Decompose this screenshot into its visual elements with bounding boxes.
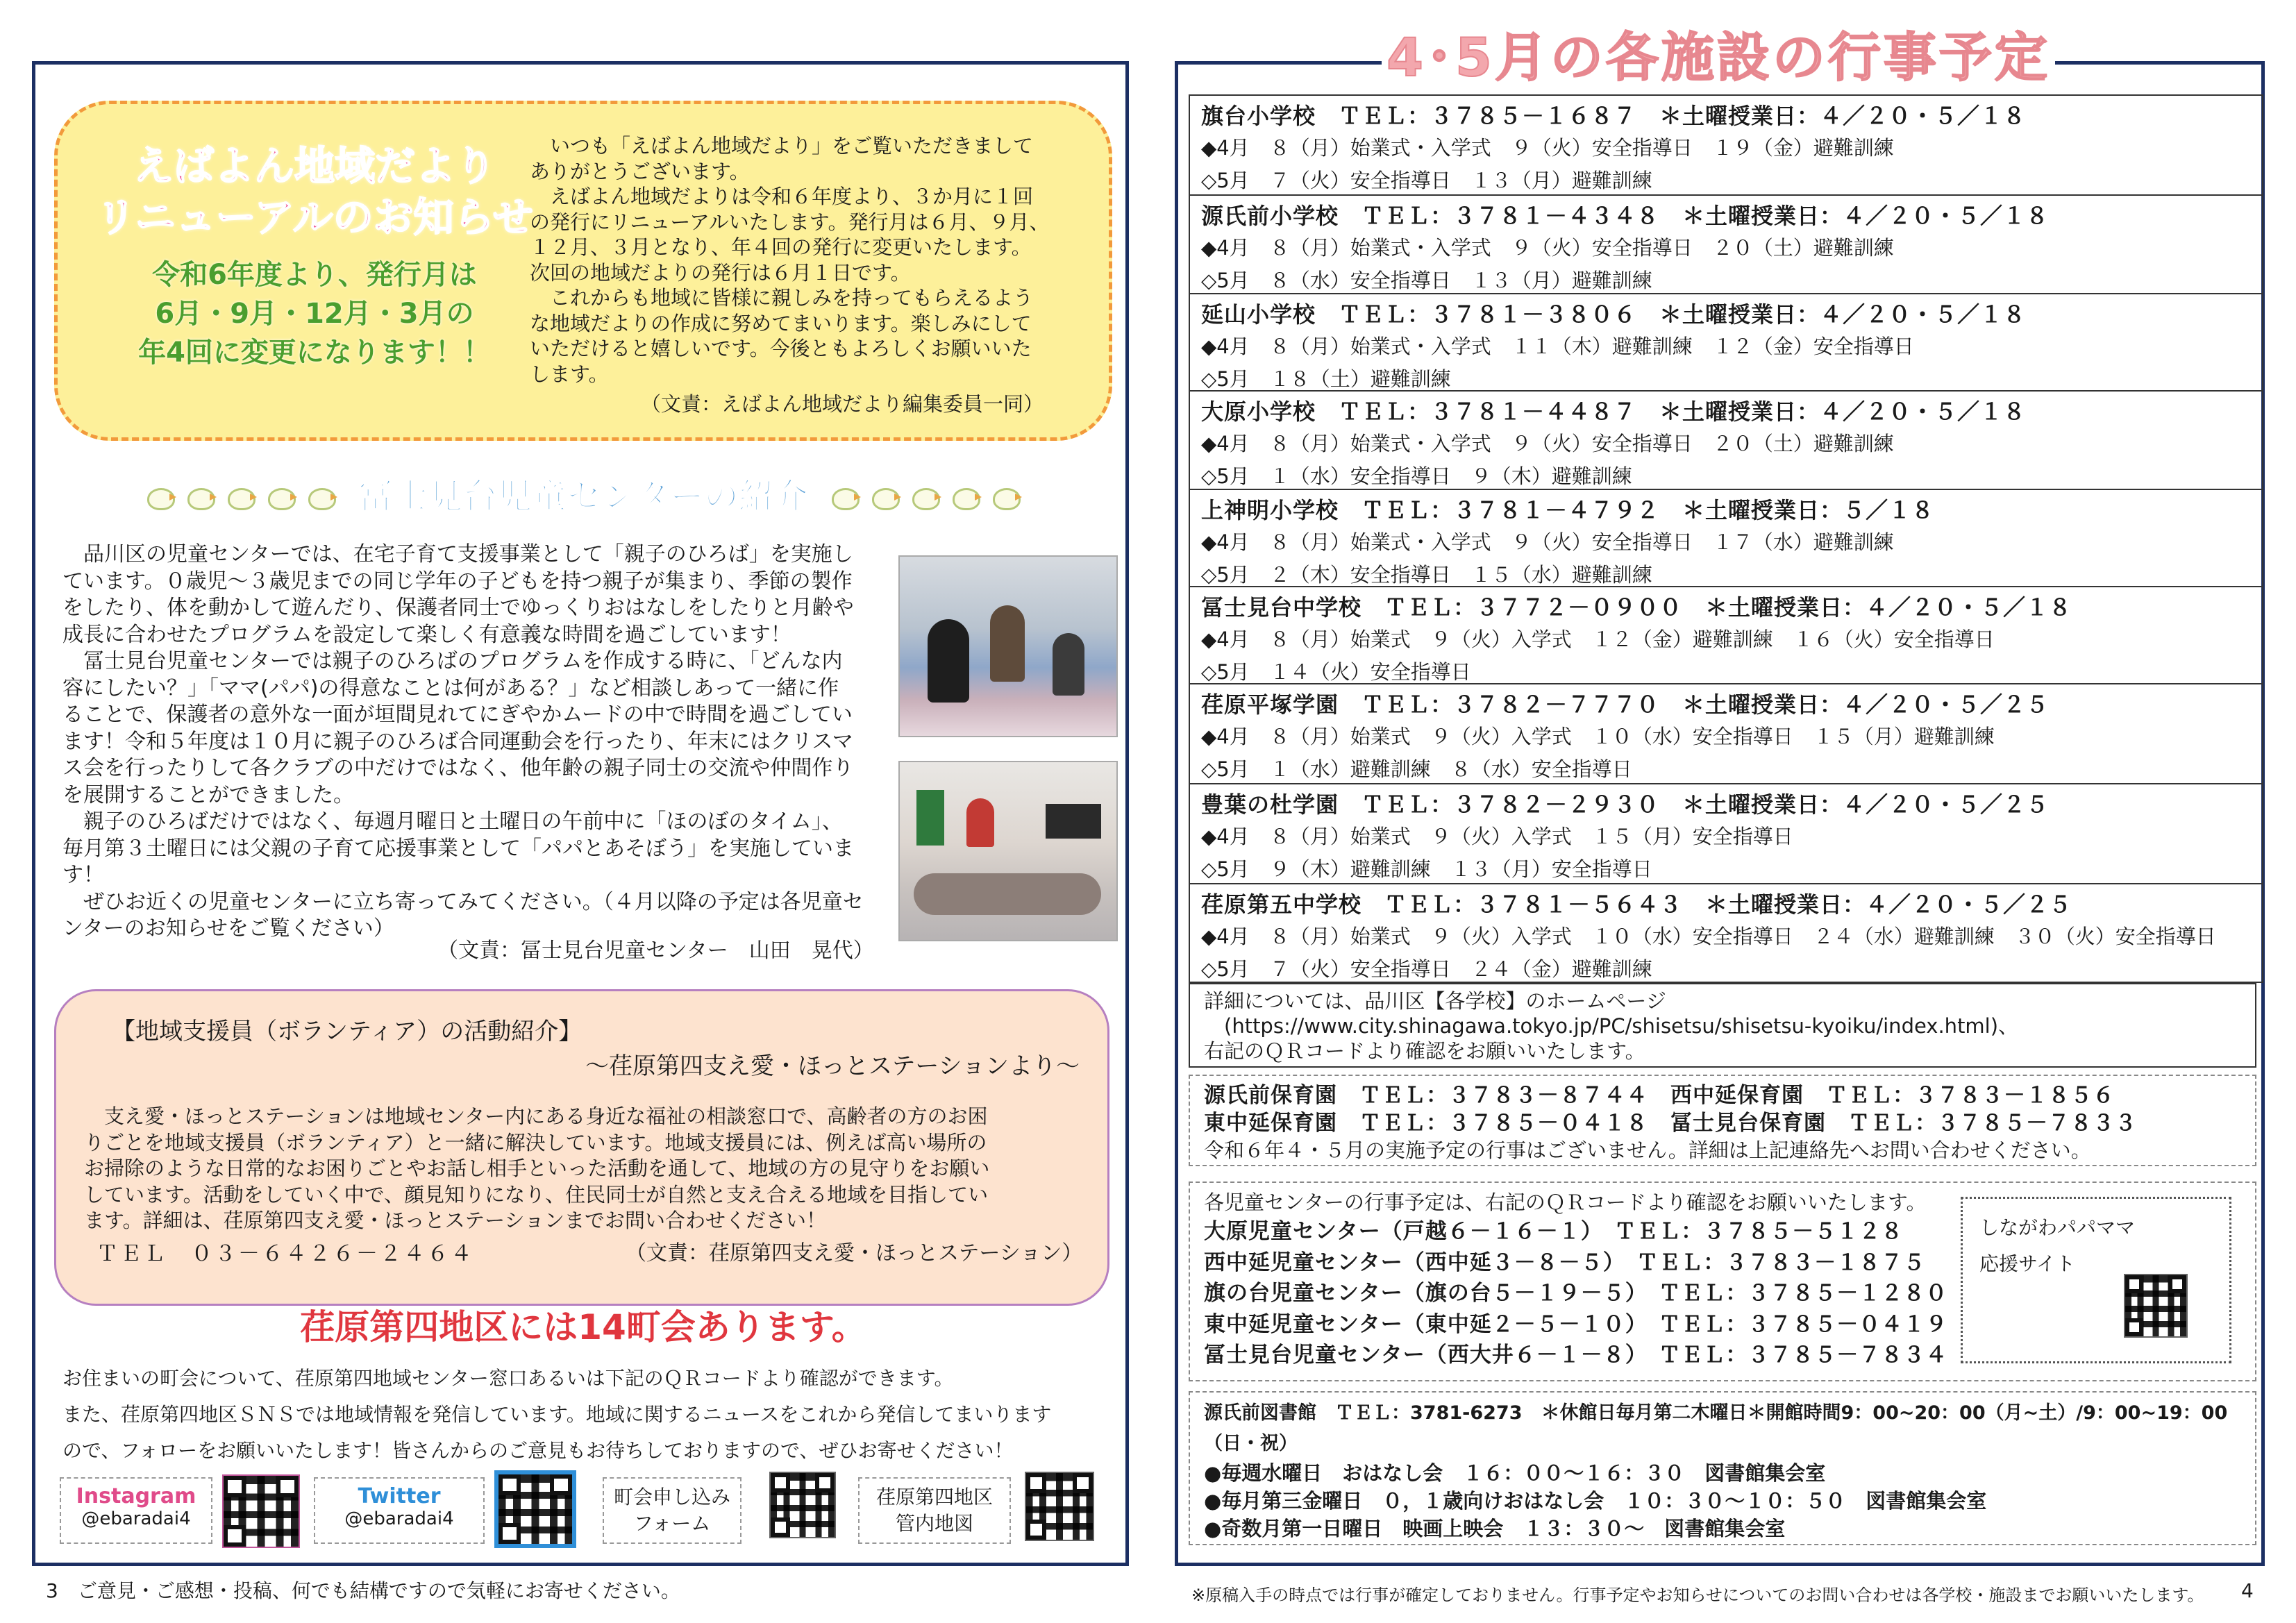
chick-icon — [183, 482, 218, 510]
volunteer-tel: ＴＥＬ ０３－６４２６－２４６４ — [97, 1241, 474, 1266]
chokai-title: 荏原第四地区には14町会あります。 — [300, 1307, 866, 1347]
jido-row: 東中延児童センター（東中延２－５－１０） ＴＥＬ：３７８５－０４１９ — [1204, 1311, 1948, 1337]
jido-row: 旗の台児童センター（旗の台５－１９－５） ＴＥＬ：３７８５－１２８０ — [1204, 1281, 1948, 1306]
library-header: 源氏前図書館 ＴＥＬ：3781-6273 ＊休館日毎月第二木曜日＊開館時間9：00~20：00（月~土）/9：00~19：00（日・祝） — [1204, 1402, 2228, 1454]
papamama-label-1: しながわパパママ — [1979, 1216, 2136, 1239]
center-title: 冨士見台児童センターの紹介 — [358, 476, 808, 516]
photo-christmas — [898, 761, 1118, 941]
chick-icon — [143, 482, 178, 510]
nursery-line-2: 東中延保育園 ＴＥＬ：３７８５－０４１８ 冨士見台保育園 ＴＥＬ：３７８５－７８３３ — [1204, 1111, 2137, 1136]
jido-row: 西中延児童センター（西中延３－８－５） ＴＥＬ：３７８３－１８７５ — [1204, 1250, 1926, 1275]
form-box[interactable] — [603, 1477, 741, 1544]
school-row: 延山小学校 ＴＥＬ：３７８１－３８０６ ＊土曜授業日：４／２０・５／１８ ◆4月 ８（月）始業式・入学式 １１（木）避難訓練 １２（金）安全指導日 ◇5月 １８（土）避難訓練 — [1190, 294, 2262, 392]
map-qr-icon[interactable] — [1025, 1472, 1094, 1541]
renewal-sub-2: 6月・9月・12月・3月の — [155, 298, 474, 330]
chick-icon — [828, 482, 862, 510]
photo-playroom — [898, 555, 1118, 737]
chick-icon — [264, 482, 299, 510]
page-number-left: 3 — [46, 1579, 58, 1602]
footer-left — [46, 1579, 680, 1604]
form-label-2: フォーム — [633, 1512, 711, 1535]
volunteer-body: 支え愛・ほっとステーションは地域センター内にある身近な福祉の相談窓口で、高齢者の方のお困 りごとを地域支援員（ボランティア）と一緒に解決しています。地域支援員には、例えば高い場所の お掃除のような日常的なお困りごとやお話し相手といった活動を通して、地域の方の見守りをお願い しています。活動をしていく中で、顔見知りになり、住民同士が自然と支え合える地域を目指してい ます。詳細は、荏原第四支え愛・ほっとステーションまでお問い合わせください！ — [84, 1104, 990, 1232]
school-row: 旗台小学校 ＴＥＬ：３７８５－１６８７ ＊土曜授業日：４／２０・５／１８ ◆4月 ８（月）始業式・入学式 ９（火）安全指導日 １９（金）避難訓練 ◇5月 ７（火）安全指導日 １３（月）避難訓練 — [1190, 96, 2262, 196]
map-label-2: 管内地図 — [895, 1512, 973, 1535]
jido-row: 大原児童センター（戸越６－１６－１） ＴＥＬ：３７８５－５１２８ — [1204, 1219, 1904, 1244]
volunteer-title: 【地域支援員（ボランティア）の活動紹介】 — [112, 1018, 583, 1045]
instagram-label: Instagram — [76, 1484, 196, 1508]
library-row: ●毎週水曜日 おはなし会 １６：００～１６：３０ 図書館集会室 — [1204, 1461, 1826, 1485]
renewal-title-2: リニューアルのお知らせ — [96, 194, 533, 241]
library-row: ●奇数月第一日曜日 映画上映会 １３：３０～ 図書館集会室 — [1204, 1517, 1786, 1540]
school-row: 源氏前小学校 ＴＥＬ：３７８１－４３４８ ＊土曜授業日：４／２０・５／１８ ◆4月 ８（月）始業式・入学式 ９（火）安全指導日 ２０（土）避難訓練 ◇5月 ８（水）安全指導日 １３（月）避難訓練 — [1190, 196, 2262, 294]
jido-center-box — [1189, 1181, 2256, 1381]
jido-row: 冨士見台児童センター（西大井６－１－８） ＴＥＬ：３７８５－７８３４ — [1204, 1343, 1948, 1368]
chokai-body: お住まいの町会について、荏原第四地域センター窓口あるいは下記のＱＲコードより確認ができます。 また、荏原第四地区ＳＮＳでは地域情報を発信しています。地域に関するニュースをこれから発信してまいります ので、フォローをお願いいたします！皆さんからのご意見もお待ちしておりますので、ぜひお寄せください！ — [62, 1367, 1052, 1462]
twitter-label: Twitter — [358, 1484, 441, 1508]
school-row: 荏原第五中学校 ＴＥＬ：３７８１－５６４３ ＊土曜授業日：４／２０・５／２５ ◆4月 ８（月）始業式 ９（火）入学式 １０（水）安全指導日 ２４（水）避難訓練 ３０（火）安全指導日 ◇5月 ７（火）安全指導日 ２４（金）避難訓練 — [1201, 891, 2216, 981]
papamama-label-2: 応援サイト — [1979, 1252, 2076, 1275]
page-number-right: 4 — [2241, 1579, 2254, 1602]
school-schedule-table — [1189, 94, 2263, 983]
volunteer-credit: （文責：荏原第四支え愛・ほっとステーション） — [626, 1241, 1083, 1265]
renewal-title-1: えばよん地域だより — [133, 142, 496, 190]
center-title-row — [62, 472, 1104, 521]
center-body: 品川区の児童センターでは、在宅子育て支援事業として「親子のひろば」を実施し ています。０歳児～３歳児までの同じ学年の子どもを持つ親子が集まり、季節の製作 をしたり、体を動かして遊んだり、保護者同士でゆっくりおはなしをしたりと月齢や 成長に合わせたプログラムを設定して楽しく有意義な時間を過ごしています！ 冨士見台児童センターでは親子のひろばのプログラムを作成する時に、「どんな内 容にしたい？」「ママ(パパ)の得意なことは何がある？」など相談しあって一緒に作 ることで、保護者の意外な一面が垣間見れてにぎやかムードの中で時間を過ごしてい ます！令和５年度は１０月に親子のひろば合同運動会を行ったり、年末にはクリスマ ス会を行ったりして各クラブの中だけではなく、他年齢の親子同士の交流や仲間作り を展開することができました。 親子のひろばだけではなく、毎週月曜日と土曜日の午前中に「ほのぼのタイム」、 毎月第３土曜日には父親の子育て応援事業として「パパとあそぼう」を実施していま す！ ぜひお近くの児童センターに立ち寄ってみてください。（４月以降の予定は各児童セ ンターのお知らせをご覧ください） — [62, 542, 864, 941]
twitter-box[interactable] — [314, 1477, 485, 1544]
instagram-handle: @ebaradai4 — [81, 1508, 191, 1529]
map-box[interactable] — [858, 1477, 1011, 1544]
form-label-1: 町会申し込み — [613, 1486, 730, 1508]
school-detail-note: 詳細については、品川区【各学校】のホームページ (https://www.city.shinagawa.tokyo.jp/PC/shisetsu/shisetsu-kyoiku/index.html)、 右記のＱＲコードより確認をお願いいたします。 — [1189, 983, 2256, 1068]
library-row: ●毎月第三金曜日 ０，１歳向けおはなし会 １０：３０～１０：５０ 図書館集会室 — [1204, 1489, 1987, 1513]
schedule-title: 4･5月の各施設の行事予定 — [1382, 19, 2055, 96]
chick-icon — [948, 482, 983, 510]
papamama-qr-icon[interactable] — [2124, 1274, 2188, 1338]
school-row: 上神明小学校 ＴＥＬ：３７８１－４７９２ ＊土曜授業日：５／１８ ◆4月 ８（月）始業式・入学式 ９（火）安全指導日 １７（水）避難訓練 ◇5月 ２（木）安全指導日 １５（水）避難訓練 — [1190, 490, 2262, 587]
nursery-line-1: 源氏前保育園 ＴＥＬ：３７８３－８７４４ 西中延保育園 ＴＥＬ：３７８３－１８５６ — [1204, 1083, 2115, 1108]
footer-right-text: ※原稿入手の時点では行事が確定しておりません。行事予定やお知らせについてのお問い合わせは各学校・施設までお願いいたします。 — [1191, 1586, 2204, 1605]
nursery-box — [1189, 1075, 2256, 1166]
renewal-sub-1: 令和6年度より、発行月は — [152, 259, 477, 291]
renewal-credit: （文責：えばよん地域だより編集委員一同） — [641, 392, 1044, 416]
volunteer-box — [54, 989, 1109, 1306]
center-credit: （文責：冨士見台児童センター 山田 晃代） — [437, 939, 874, 963]
instagram-qr-icon[interactable] — [222, 1474, 300, 1548]
map-label-1: 荏原第四地区 — [875, 1486, 993, 1508]
chick-icon — [989, 482, 1023, 510]
instagram-box[interactable] — [60, 1477, 212, 1544]
library-box — [1189, 1391, 2256, 1545]
footer-left-text: ご意見・ご感想・投稿、何でも結構ですので気軽にお寄せください。 — [77, 1579, 680, 1602]
school-row: 荏原平塚学園 ＴＥＬ：３７８２－７７７０ ＊土曜授業日：４／２０・５／２５ ◆4月 ８（月）始業式 ９（火）入学式 １０（水）安全指導日 １５（月）避難訓練 ◇5月 １（水）避難訓練 ８（水）安全指導日 — [1190, 684, 2262, 784]
form-qr-icon[interactable] — [769, 1472, 836, 1538]
jido-intro: 各児童センターの行事予定は、右記のＱＲコードより確認をお願いいたします。 — [1204, 1191, 1927, 1214]
renewal-notice — [54, 101, 1112, 441]
school-row: 大原小学校 ＴＥＬ：３７８１－４４８７ ＊土曜授業日：４／２０・５／１８ ◆4月 ８（月）始業式・入学式 ９（火）安全指導日 ２０（土）避難訓練 ◇5月 １（水）安全指導日 ９（木）避難訓練 — [1190, 392, 2262, 490]
school-row: 冨士見台中学校 ＴＥＬ：３７７２－０９００ ＊土曜授業日：４／２０・５／１８ ◆4月 ８（月）始業式 ９（火）入学式 １２（金）避難訓練 １６（火）安全指導日 ◇5月 １４（火）安全指導日 — [1190, 587, 2262, 684]
volunteer-subtitle: ～荏原第四支え愛・ほっとステーションより～ — [585, 1052, 1080, 1080]
school-row: 豊葉の杜学園 ＴＥＬ：３７８２－２９３０ ＊土曜授業日：４／２０・５／２５ ◆4月 ８（月）始業式 ９（火）入学式 １５（月）安全指導日 ◇5月 ９（木）避難訓練 １３（月）安全指導日 — [1190, 784, 2262, 884]
chick-icon — [304, 482, 339, 510]
twitter-handle: @ebaradai4 — [344, 1508, 454, 1529]
renewal-body: いつも「えばよん地域だより」をご覧いただきまして ありがとうございます。 えばよん地域だよりは令和６年度より、３か月に１回 の発行にリニューアルいたします。発行月は６月、９月、 １２月、３月となり、年４回の発行に変更いたします。 次回の地域だよりの発行は６月１日です。 これからも地域に皆様に親しみを持ってもらえるよう な地域だよりの作成に努めてまいります。楽しみにして いただけると嬉しいです。今後ともよろしくお願いいた します。 — [530, 134, 1050, 386]
chick-icon — [908, 482, 943, 510]
renewal-sub-3: 年4回に変更になります！！ — [138, 337, 491, 369]
chick-icon — [224, 482, 258, 510]
nursery-note: 令和６年４・５月の実施予定の行事はございません。詳細は上記連絡先へお問い合わせください。 — [1204, 1138, 2091, 1162]
twitter-qr-icon[interactable] — [494, 1470, 576, 1548]
chick-icon — [868, 482, 903, 510]
papamama-site-box[interactable] — [1961, 1197, 2231, 1363]
